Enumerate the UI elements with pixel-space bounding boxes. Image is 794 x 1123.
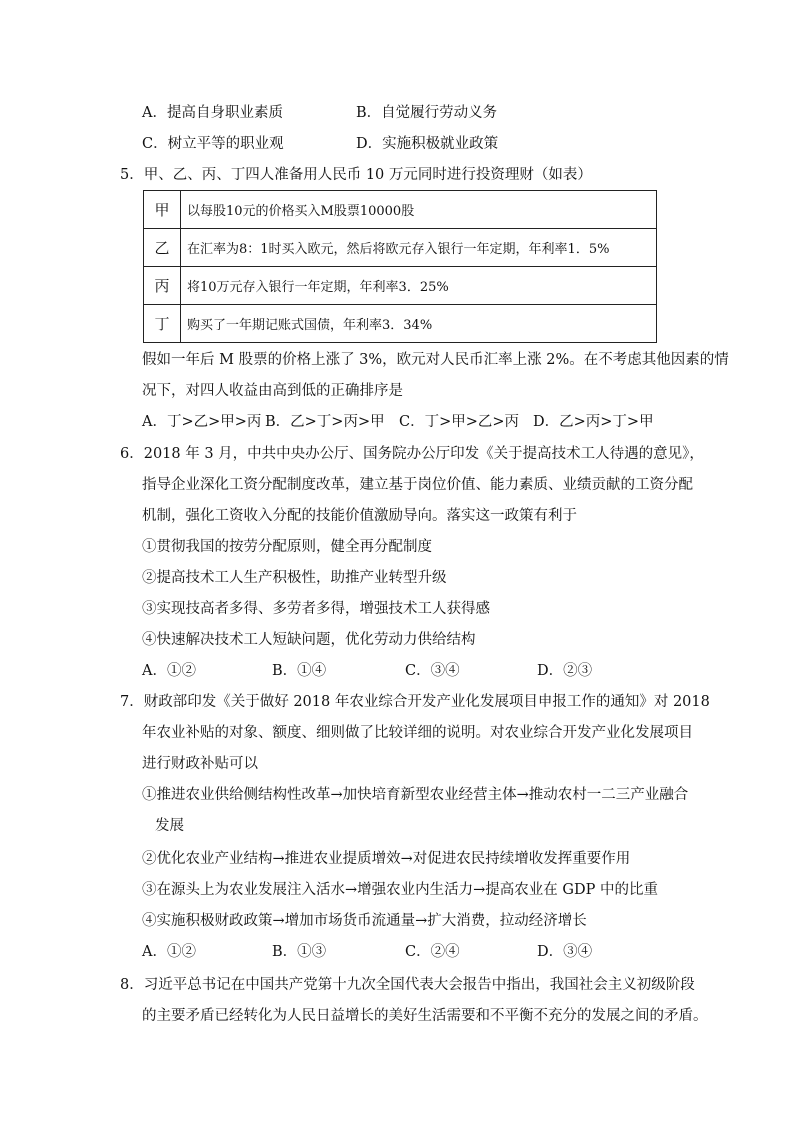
table-row: [144, 305, 657, 343]
q7-item-4: ④实施积极财政政策→增加市场货币流通量→扩大消费，拉动经济增长: [142, 913, 587, 929]
investor-name: 乙: [144, 229, 181, 267]
table-row: [144, 191, 657, 229]
investor-name: 丁: [144, 305, 181, 343]
q7-line3: 进行财政补贴可以: [142, 756, 258, 772]
investor-name: 甲: [144, 191, 181, 229]
investment-desc: 在汇率为8：1时买入欧元，然后将欧元存入银行一年定期，年利率1．5%: [181, 229, 657, 267]
q7-option-b: B．①③: [272, 944, 327, 960]
investment-desc: 购买了一年期记账式国债，年利率3．34%: [181, 305, 657, 343]
q5-option-c: C．丁>甲>乙>丙: [399, 414, 520, 430]
q6-item-3: ③实现技高者多得、多劳者多得，增强技术工人获得感: [142, 601, 490, 617]
q8-line2: 的主要矛盾已经转化为人民日益增长的美好生活需要和不平衡不充分的发展之间的矛盾。: [142, 1008, 708, 1024]
q5-option-b: B．乙>丁>丙>甲: [265, 414, 385, 430]
q7-line2: 年农业补贴的对象、额度、细则做了比较详细的说明。对农业综合开发产业化发展项目: [142, 725, 693, 741]
q6-line2: 指导企业深化工资分配制度改革，建立基于岗位价值、能力素质、业绩贡献的工资分配: [142, 477, 693, 493]
q6-line3: 机制，强化工资收入分配的技能价值激励导向。落实这一政策有利于: [142, 508, 577, 524]
investor-name: 丙: [144, 267, 181, 305]
q7-option-c: C．②④: [405, 944, 460, 960]
q7-item-2: ②优化农业产业结构→推进农业提质增效→对促进农民持续增收发挥重要作用: [142, 851, 631, 867]
table-row: [144, 267, 657, 305]
table-row: [144, 229, 657, 267]
q7-line1: 7．财政部印发《关于做好 2018 年农业综合开发产业化发展项目申报工作的通知》对 2018: [120, 694, 710, 710]
q6-item-4: ④快速解决技术工人短缺问题，优化劳动力供给结构: [142, 632, 476, 648]
q6-item-2: ②提高技术工人生产积极性，助推产业转型升级: [142, 570, 447, 586]
q4-option-c: C．树立平等的职业观: [142, 136, 284, 152]
q5-stem: 5．甲、乙、丙、丁四人准备用人民币 10 万元同时进行投资理财（如表）: [120, 167, 592, 183]
q5-option-d: D．乙>丙>丁>甲: [533, 414, 654, 430]
q6-option-b: B．①④: [272, 663, 327, 679]
investment-table: [143, 190, 657, 343]
q7-item-1: ①推进农业供给侧结构性改革→加快培育新型农业经营主体→推动农村一二三产业融合: [142, 787, 689, 803]
q5-option-a: A．丁>乙>甲>丙: [142, 414, 262, 430]
q6-option-c: C．③④: [405, 663, 460, 679]
q5-text-line2: 况下，对四人收益由高到低的正确排序是: [142, 383, 403, 399]
q7-option-a: A．①②: [142, 944, 196, 960]
q6-item-1: ①贯彻我国的按劳分配原则，健全再分配制度: [142, 539, 432, 555]
q6-line1: 6．2018 年 3 月，中共中央办公厅、国务院办公厅印发《关于提高技术工人待遇的意见》，: [120, 446, 704, 462]
q5-text-line1: 假如一年后 M 股票的价格上涨了 3%，欧元对人民币汇率上涨 2%。在不考虑其他因素的情: [142, 352, 729, 368]
q7-item-3: ③在源头上为农业发展注入活水→增强农业内生活力→提高农业在 GDP 中的比重: [142, 882, 658, 898]
q4-option-b: B．自觉履行劳动义务: [356, 105, 498, 121]
q6-option-d: D．②③: [537, 663, 593, 679]
q6-option-a: A．①②: [142, 663, 196, 679]
q4-option-d: D．实施积极就业政策: [356, 136, 499, 152]
q4-option-a: A．提高自身职业素质: [142, 105, 283, 121]
q7-option-d: D．③④: [537, 944, 593, 960]
investment-desc: 以每股10元的价格买入M股票10000股: [181, 191, 657, 229]
q7-item-1-cont: 发展: [155, 818, 184, 834]
q8-line1: 8．习近平总书记在中国共产党第十九次全国代表大会报告中指出，我国社会主义初级阶段: [120, 977, 695, 993]
investment-desc: 将10万元存入银行一年定期，年利率3．25%: [181, 267, 657, 305]
